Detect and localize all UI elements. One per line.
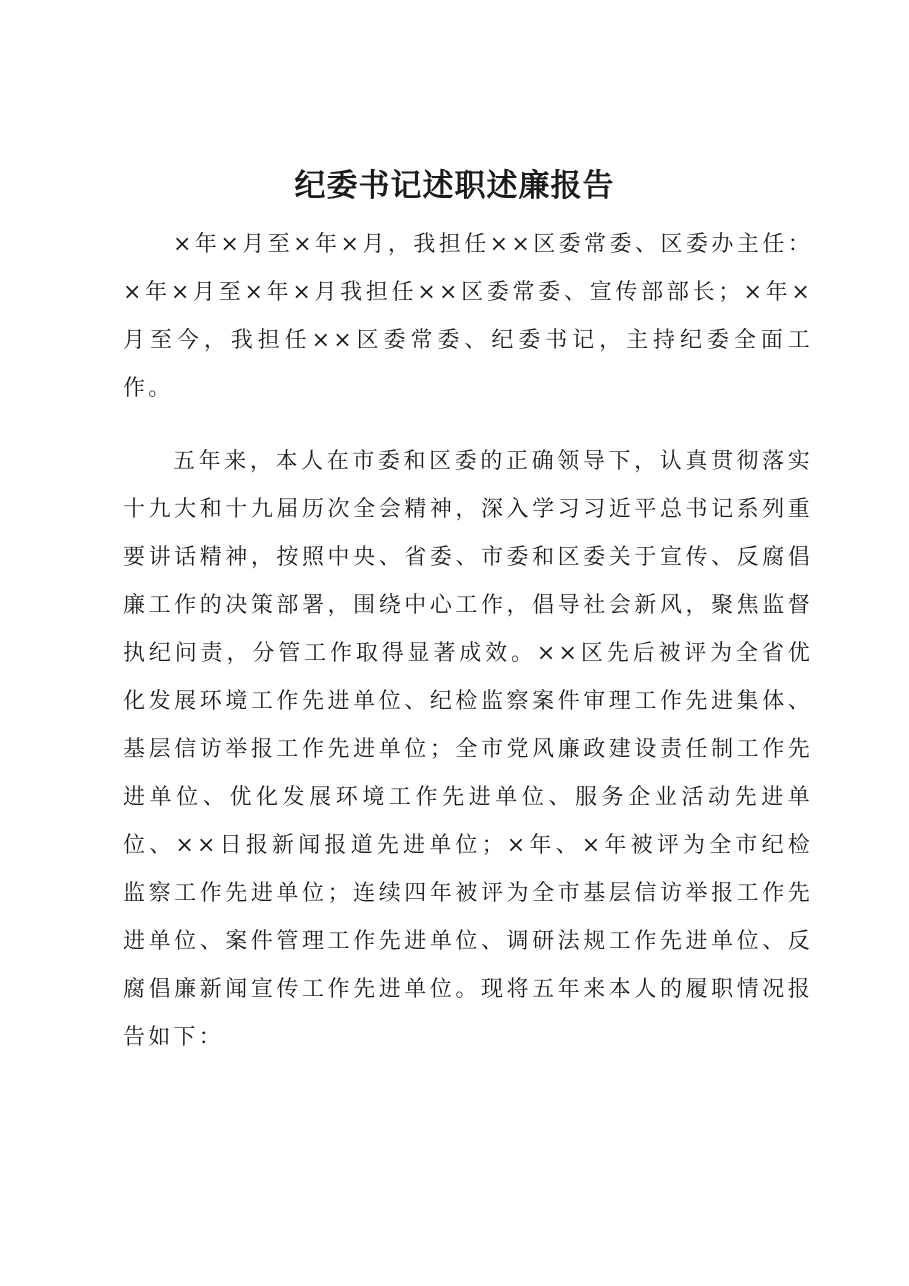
paragraph-tenure: ×年×月至×年×月，我担任××区委常委、区委办主任：×年×月至×年×月我担任××区委常委、宣传部部长；×年×月至今，我担任××区委常委、纪委书记，主持纪委全面工作。	[123, 232, 813, 401]
document-title: 纪委书记述职述廉报告	[294, 168, 615, 204]
paragraph-achievements: 五年来，本人在市委和区委的正确领导下，认真贯彻落实十九大和十九届历次全会精神，深入学习习近平总书记系列重要讲话精神，按照中央、省委、市委和区委关于宣传、反腐倡廉工作的决策部署，围绕中心工作，倡导社会新风，聚焦监督执纪问责，分管工作取得显著成效。××区先后被评为全省优化发展环境工作先进单位、纪检监察案件审理工作先进集体、基层信访举报工作先进单位；全市党风廉政建设责任制工作先进单位、优化发展环境工作先进单位、服务企业活动先进单位、××日报新闻报道先进单位；×年、×年被评为全市纪检监察工作先进单位；连续四年被评为全市基层信访举报工作先进单位、案件管理工作先进单位、调研法规工作先进单位、反腐倡廉新闻宣传工作先进单位。现将五年来本人的履职情况报告如下：	[123, 449, 813, 1050]
